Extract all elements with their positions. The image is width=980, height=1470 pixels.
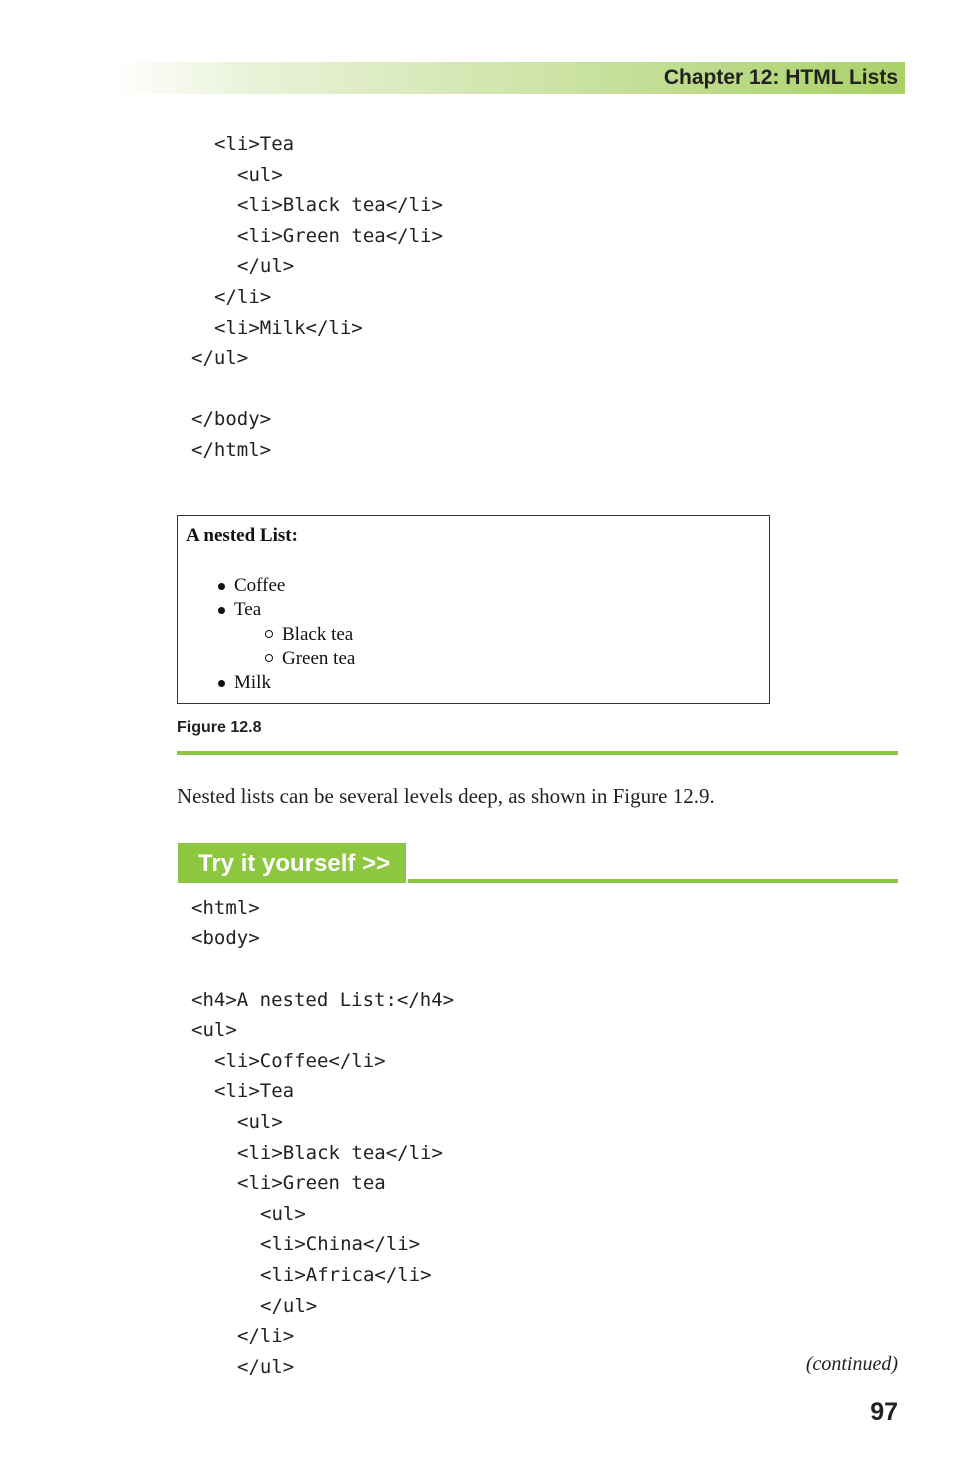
chapter-title: Chapter 12: HTML Lists bbox=[663, 66, 898, 89]
code-line: <html> bbox=[191, 897, 260, 919]
section-divider bbox=[177, 751, 898, 755]
figure-heading: A nested List: bbox=[186, 525, 298, 546]
code-line: <li>Black tea</li> bbox=[237, 1142, 443, 1164]
code-line: </ul> bbox=[191, 347, 249, 369]
sub-list-item: Green tea bbox=[282, 648, 356, 669]
code-line: </li> bbox=[214, 286, 272, 308]
code-line: <ul> bbox=[260, 1203, 306, 1225]
code-line: </html> bbox=[191, 439, 272, 461]
page-number: 97 bbox=[870, 1398, 898, 1426]
list-item: Coffee bbox=[234, 575, 286, 596]
disc-bullet-icon bbox=[218, 607, 225, 614]
code-line: </ul> bbox=[237, 1356, 295, 1378]
code-line: <li>Tea bbox=[214, 1080, 295, 1102]
code-line: <body> bbox=[191, 927, 260, 949]
disc-bullet-icon bbox=[218, 583, 225, 590]
sub-list-item: Black tea bbox=[282, 624, 354, 645]
code-line: <ul> bbox=[191, 1019, 237, 1041]
code-line: <li>China</li> bbox=[260, 1233, 421, 1255]
code-line: <h4>A nested List:</h4> bbox=[191, 989, 455, 1011]
code-line: </ul> bbox=[260, 1295, 318, 1317]
code-line: <li>Africa</li> bbox=[260, 1264, 432, 1286]
code-line: </body> bbox=[191, 408, 272, 430]
code-line: <li>Milk</li> bbox=[214, 317, 363, 339]
continued-note: (continued) bbox=[805, 1353, 898, 1375]
code-line: </li> bbox=[237, 1325, 295, 1347]
code-line: </ul> bbox=[237, 255, 295, 277]
code-line: <li>Green tea bbox=[237, 1172, 386, 1194]
circle-bullet-icon bbox=[265, 630, 273, 638]
disc-bullet-icon bbox=[218, 680, 225, 687]
list-item: Milk bbox=[234, 672, 271, 693]
code-line: <ul> bbox=[237, 164, 283, 186]
body-paragraph: Nested lists can be several levels deep, as shown in Figure 12.9. bbox=[177, 784, 715, 808]
figure-rendered-output bbox=[177, 515, 770, 704]
code-line: <li>Coffee</li> bbox=[214, 1050, 386, 1072]
try-it-underline bbox=[408, 879, 898, 883]
figure-caption: Figure 12.8 bbox=[177, 719, 262, 736]
code-line: <li>Black tea</li> bbox=[237, 194, 443, 216]
try-it-yourself-tab: Try it yourself >> bbox=[178, 843, 406, 883]
code-line: <ul> bbox=[237, 1111, 283, 1133]
code-line: <li>Tea bbox=[214, 133, 295, 155]
circle-bullet-icon bbox=[265, 654, 273, 662]
code-line: <li>Green tea</li> bbox=[237, 225, 443, 247]
list-item: Tea bbox=[234, 599, 262, 620]
